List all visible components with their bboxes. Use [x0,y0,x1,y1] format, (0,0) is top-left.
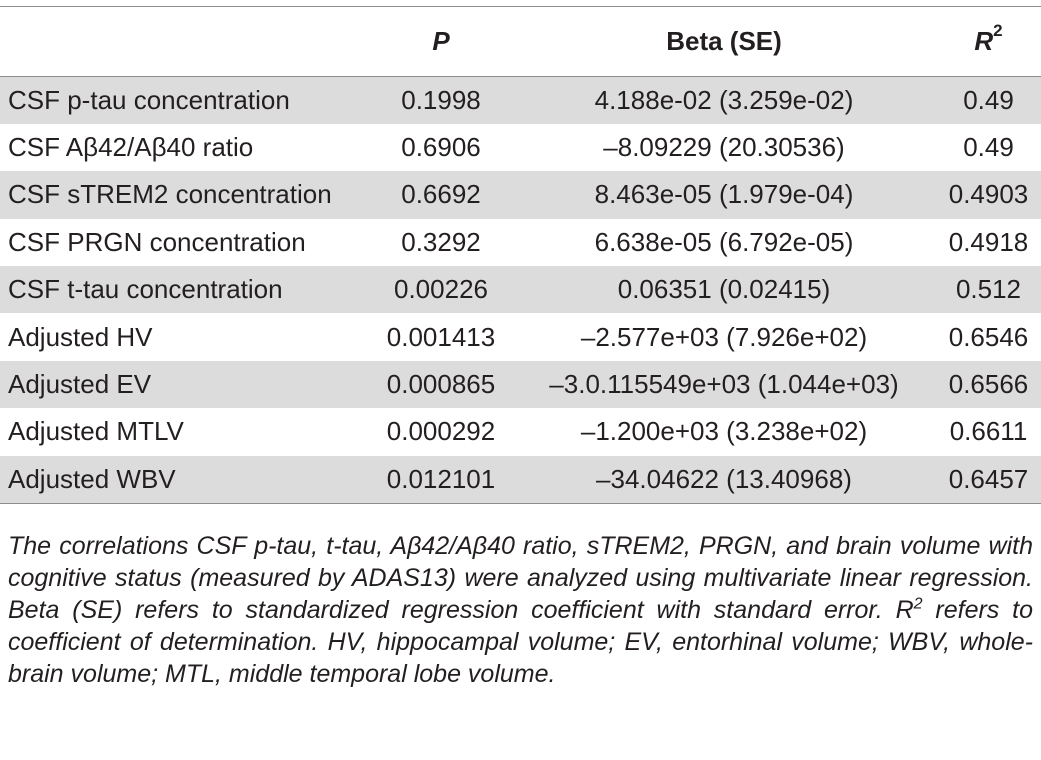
header-r-text: R [974,26,994,56]
table-row [0,219,1041,266]
r2-value: 0.6566 [948,369,1029,400]
row-label: CSF Aβ42/Aβ40 ratio [8,132,254,163]
r2-value: 0.6457 [948,463,1029,494]
footnote-part2: refers to coefficient of determination. HV, hippocampal volume; EV, entorhinal volume; WBV, whole-brain volume; MTL, middle temporal lobe volume. [8,596,1033,688]
row-label: CSF sTREM2 concentration [8,179,332,210]
p-value: 0.6692 [401,179,481,210]
header-p [370,7,512,77]
row-label: CSF t-tau concentration [8,274,283,305]
p-value: 0.001413 [386,321,496,352]
header-row [0,7,1041,77]
p-value: 0.012101 [386,463,496,494]
table-row [0,456,1041,503]
p-value: 0.000865 [386,369,496,400]
table-row [0,266,1041,313]
table-footnote [8,530,1033,690]
regression-table [0,6,1041,504]
header-r2 [936,7,1041,77]
table-row [0,408,1041,455]
r2-value: 0.49 [963,84,1014,115]
p-value: 0.00226 [394,274,488,305]
row-label: CSF p-tau concentration [8,84,290,115]
header-r-superscript: 2 [993,21,1003,41]
p-value: 0.000292 [386,416,496,447]
beta-se-value: –34.04622 (13.40968) [596,463,852,494]
beta-se-value: –2.577e+03 (7.926e+02) [580,321,868,352]
p-value: 0.3292 [401,226,481,257]
header-p-text: P [432,26,450,56]
row-label: Adjusted HV [8,321,153,352]
beta-se-value: –8.09229 (20.30536) [603,132,845,163]
footnote-part1: The correlations CSF p-tau, t-tau, Aβ42/Aβ40 ratio, sTREM2, PRGN, and brain volume with cognitive status (measured by ADAS13) were analyzed using multivariate linear regression. Beta (SE) refers to standardized regression coefficient with standard error. R [8,532,1033,624]
r2-value: 0.49 [963,132,1014,163]
beta-se-value: –1.200e+03 (3.238e+02) [580,416,868,447]
table-header [0,7,1041,77]
r2-value: 0.4918 [948,226,1029,257]
header-beta: Beta (SE) [666,26,782,56]
header-label [0,7,370,77]
footnote-superscript: 2 [913,595,923,613]
table-row [0,124,1041,171]
table-body [0,77,1041,504]
table-row [0,171,1041,218]
p-value: 0.1998 [401,84,481,115]
beta-se-value: –3.0.115549e+03 (1.044e+03) [549,369,899,400]
r2-value: 0.6611 [949,416,1028,447]
beta-se-value: 6.638e-05 (6.792e-05) [594,226,854,257]
row-label: Adjusted WBV [8,463,176,494]
r2-value: 0.512 [955,274,1022,305]
beta-se-value: 0.06351 (0.02415) [617,274,831,305]
row-label: Adjusted MTLV [8,416,184,447]
table-row [0,313,1041,360]
table-row [0,361,1041,408]
table-row [0,77,1041,124]
row-label: Adjusted EV [8,369,152,400]
r2-value: 0.4903 [948,179,1029,210]
r2-value: 0.6546 [948,321,1029,352]
beta-se-value: 8.463e-05 (1.979e-04) [594,179,854,210]
p-value: 0.6906 [401,132,481,163]
beta-se-value: 4.188e-02 (3.259e-02) [594,84,854,115]
row-label: CSF PRGN concentration [8,226,306,257]
